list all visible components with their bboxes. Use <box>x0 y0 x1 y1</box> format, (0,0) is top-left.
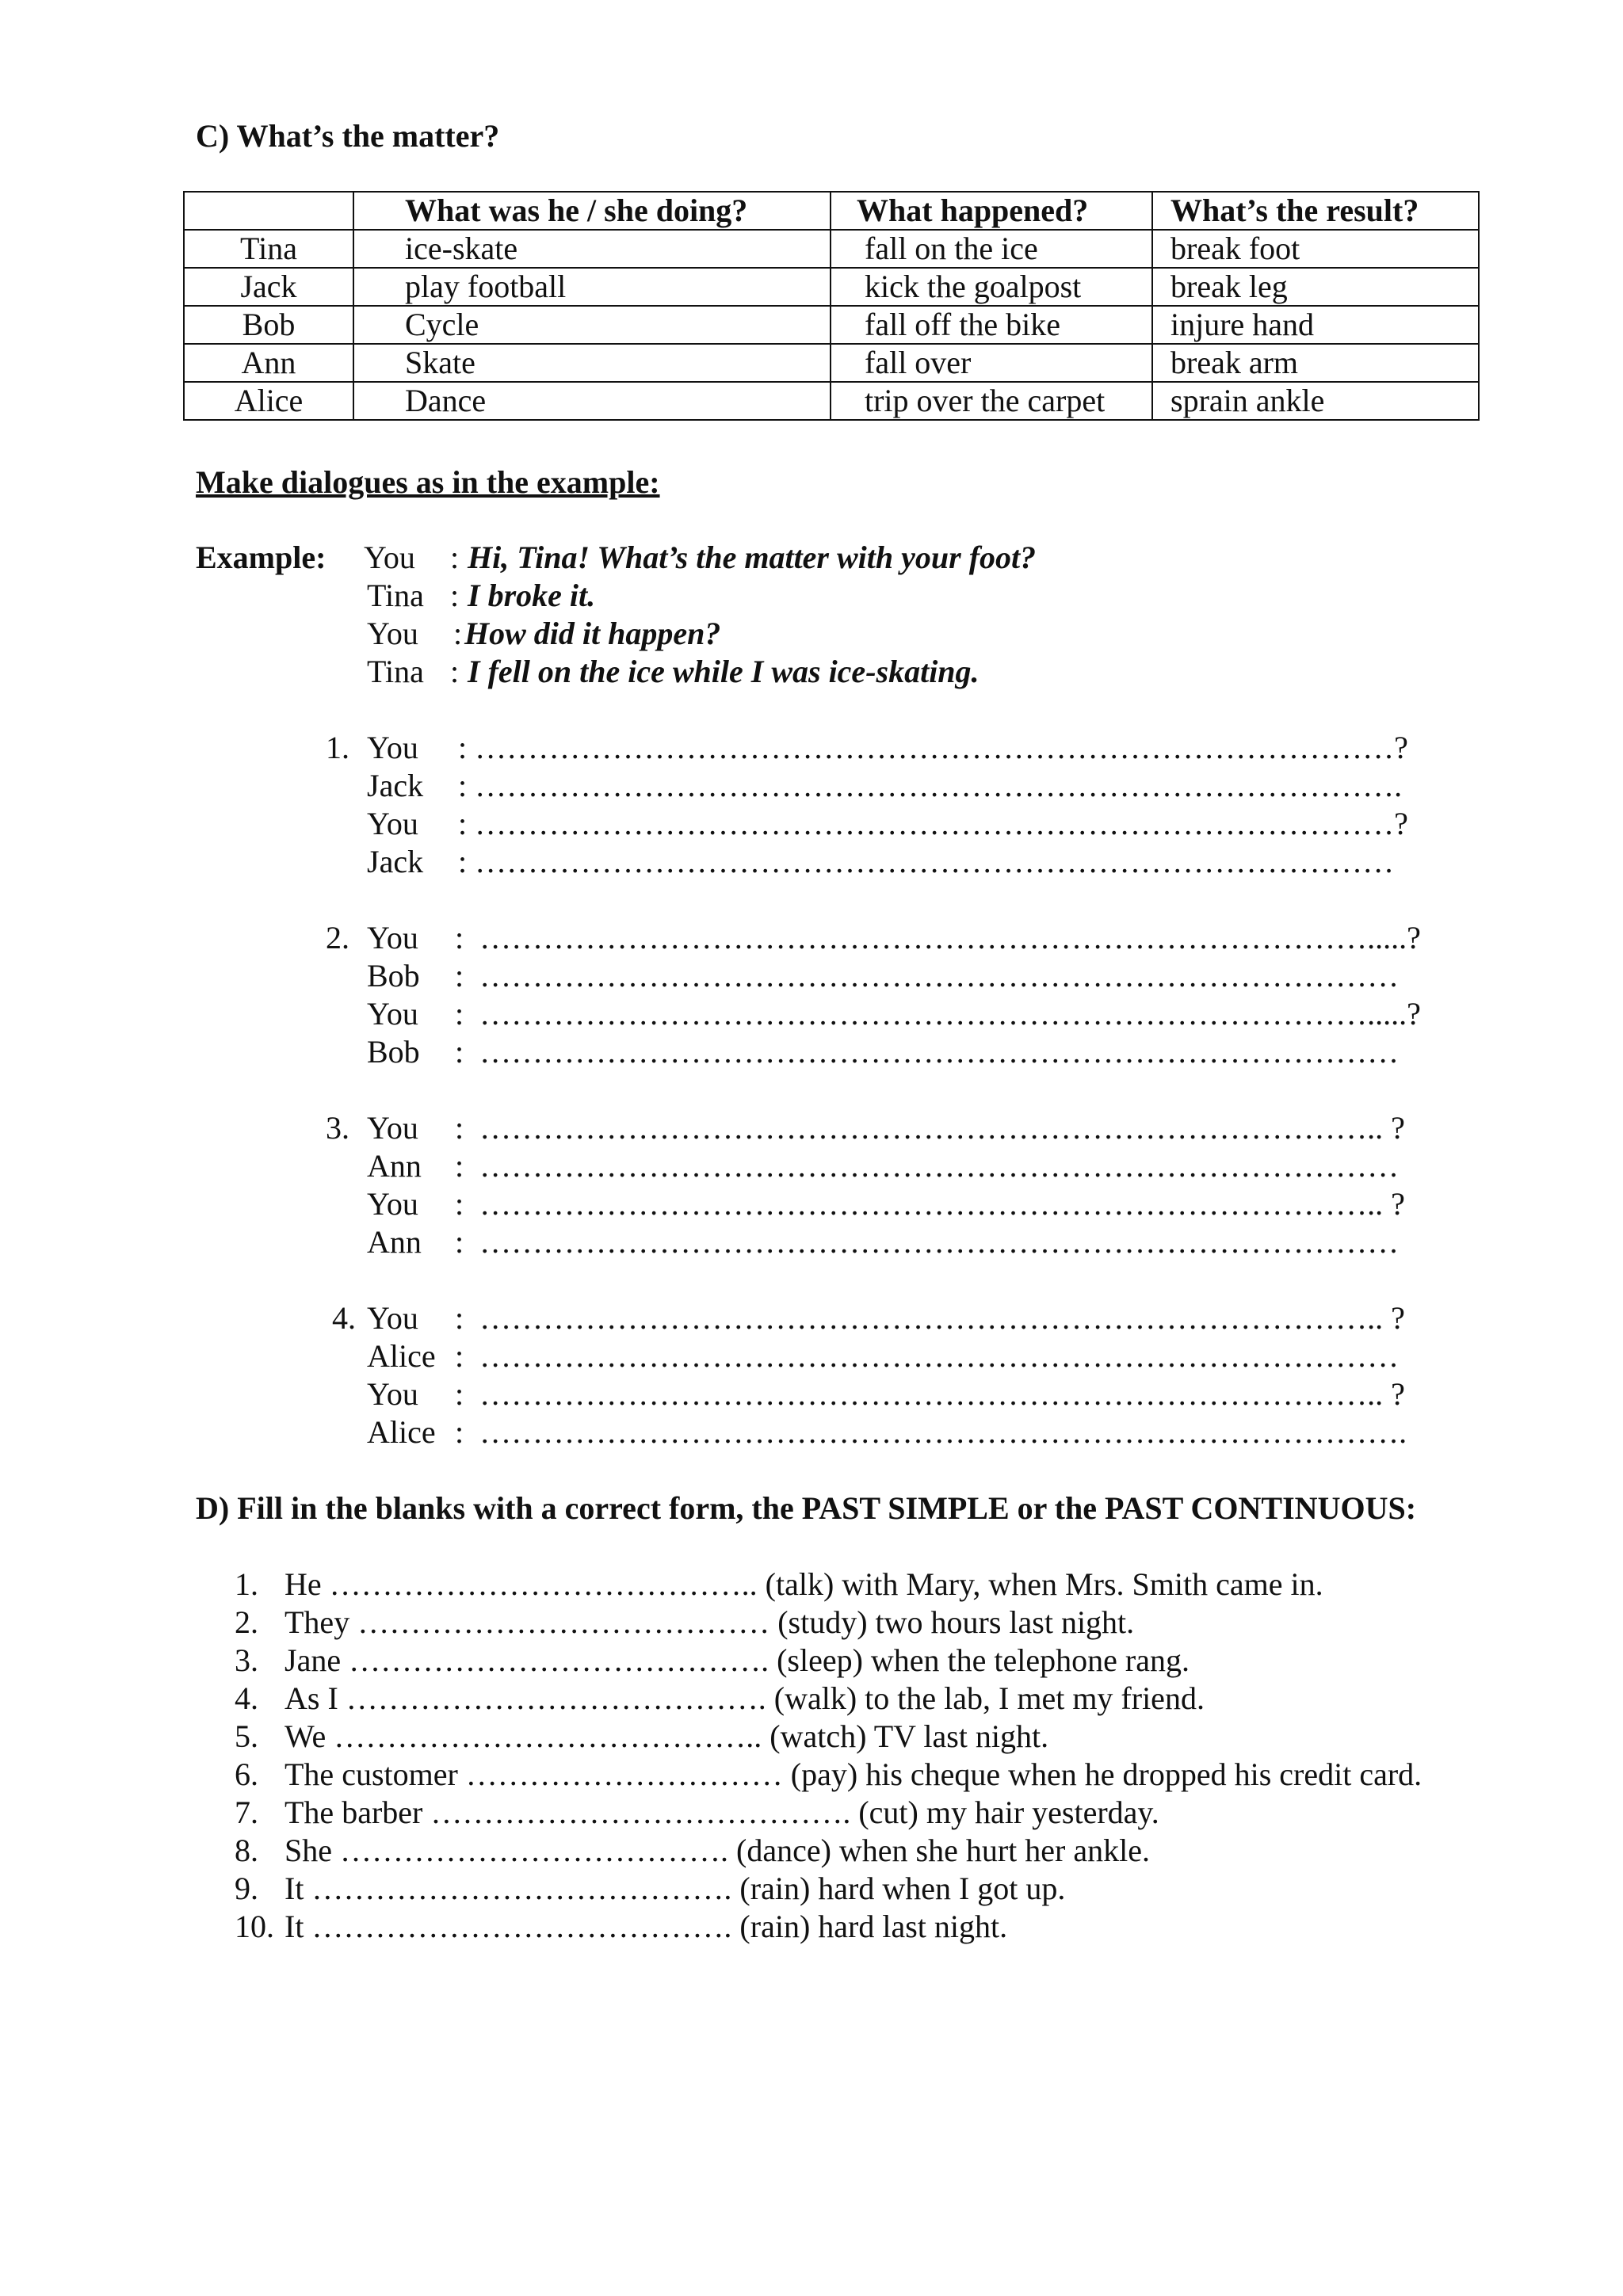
dialogue-blank-line: : …………………………………………………………………………… <box>455 1148 1400 1184</box>
dialogue-blank-line: : ………………………………………………………………………….. ? <box>455 1110 1405 1146</box>
table-cell-doing: Dance <box>353 382 831 420</box>
table-cell-happened: kick the goalpost <box>831 268 1152 306</box>
dialogue-speaker: Bob <box>367 1034 420 1070</box>
table-cell-result: sprain ankle <box>1152 382 1479 420</box>
list-item: Jane …………………………………. (sleep) when the telephone rang. <box>285 1642 1190 1678</box>
dialogue-speaker: You <box>367 1186 418 1222</box>
dialogue-speaker: Bob <box>367 958 420 994</box>
list-item-number: 10. <box>235 1909 274 1944</box>
example-separator: : <box>453 616 463 651</box>
table-cell-result: injure hand <box>1152 306 1479 344</box>
dialogue-speaker: You <box>367 806 418 841</box>
table-cell-doing: play football <box>353 268 831 306</box>
table-cell-happened: fall over <box>831 344 1152 382</box>
dialogue-speaker: Ann <box>367 1224 422 1260</box>
table-row <box>184 382 1479 420</box>
table-cell-name: Alice <box>184 382 353 420</box>
dialogue-speaker: Alice <box>367 1338 436 1374</box>
table-cell-happened: fall on the ice <box>831 230 1152 268</box>
list-item-number: 4. <box>235 1680 258 1716</box>
table-cell-result: break foot <box>1152 230 1479 268</box>
table-row <box>184 344 1479 382</box>
dialogue-number: 3. <box>326 1110 349 1146</box>
dialogue-blank-line: : ………………………………………………………………………….. ? <box>455 1376 1405 1412</box>
list-item-number: 8. <box>235 1833 258 1868</box>
example-separator: : <box>450 540 460 575</box>
list-item: It …………………………………. (rain) hard last night. <box>285 1909 1008 1944</box>
table-cell-result: break leg <box>1152 268 1479 306</box>
dialogue-speaker: Jack <box>367 844 424 879</box>
table-row <box>184 306 1479 344</box>
example-speaker: Tina <box>367 578 424 613</box>
list-item-number: 7. <box>235 1794 258 1830</box>
list-item-number: 2. <box>235 1604 258 1640</box>
dialogue-speaker: You <box>367 996 418 1032</box>
dialogue-blank-line: : ……………………………………………………………………………. <box>458 768 1403 803</box>
matter-table <box>183 191 1480 421</box>
list-item-number: 3. <box>235 1642 258 1678</box>
table-header-cell <box>184 192 353 230</box>
table-cell-doing: Cycle <box>353 306 831 344</box>
table-cell-name: Ann <box>184 344 353 382</box>
dialogue-blank-line: : …………………………………………………………………………… <box>455 958 1400 994</box>
list-item: We ………………………………….. (watch) TV last night. <box>285 1718 1049 1754</box>
example-speaker: You <box>364 540 415 575</box>
table-cell-result: break arm <box>1152 344 1479 382</box>
list-item-number: 6. <box>235 1756 258 1792</box>
table-cell-happened: trip over the carpet <box>831 382 1152 420</box>
example-separator: : <box>450 578 460 613</box>
example-line-text: I fell on the ice while I was ice-skating. <box>468 654 980 689</box>
example-line-text: How did it happen? <box>464 616 721 651</box>
section-c-heading: C) What’s the matter? <box>196 118 500 154</box>
dialogue-speaker: You <box>367 1300 418 1336</box>
dialogue-number: 4. <box>332 1300 356 1336</box>
dialogue-speaker: Jack <box>367 768 424 803</box>
dialogue-blank-line: : ………………………………………………………………………….. ? <box>455 1300 1405 1336</box>
dialogue-speaker: You <box>367 920 418 955</box>
list-item-number: 5. <box>235 1718 258 1754</box>
example-label: Example: <box>196 540 327 575</box>
table-cell-name: Jack <box>184 268 353 306</box>
example-line-text: Hi, Tina! What’s the matter with your foot? <box>468 540 1037 575</box>
list-item: He ………………………………….. (talk) with Mary, when Mrs. Smith came in. <box>285 1566 1323 1602</box>
dialogue-instruction: Make dialogues as in the example: <box>196 464 660 500</box>
list-item-number: 1. <box>235 1566 258 1602</box>
dialogue-blank-line: : ………………………………………………………………………….....? <box>455 920 1421 955</box>
dialogue-speaker: You <box>367 1376 418 1412</box>
table-row <box>184 268 1479 306</box>
example-speaker: Tina <box>367 654 424 689</box>
dialogue-blank-line: : ……………………………………………………………………………. <box>455 1414 1407 1450</box>
list-item: She ………………………………. (dance) when she hurt her ankle. <box>285 1833 1150 1868</box>
dialogue-blank-line: : ……………………………………………………………………………? <box>458 730 1408 765</box>
list-item: It …………………………………. (rain) hard when I got up. <box>285 1871 1066 1906</box>
dialogue-speaker: You <box>367 730 418 765</box>
section-d-heading: D) Fill in the blanks with a correct form, the PAST SIMPLE or the PAST CONTINUOUS: <box>196 1490 1417 1526</box>
list-item: The barber …………………………………. (cut) my hair yesterday. <box>285 1794 1159 1830</box>
dialogue-blank-line: : …………………………………………………………………………… <box>455 1224 1400 1260</box>
dialogue-blank-line: : ………………………………………………………………………….....? <box>455 996 1421 1032</box>
table-cell-happened: fall off the bike <box>831 306 1152 344</box>
dialogue-speaker: Ann <box>367 1148 422 1184</box>
example-line-text: I broke it. <box>468 578 596 613</box>
dialogue-number: 2. <box>326 920 349 955</box>
table-cell-name: Tina <box>184 230 353 268</box>
dialogue-speaker: You <box>367 1110 418 1146</box>
table-header-row <box>184 192 1479 230</box>
list-item: They ………………………………… (study) two hours last night. <box>285 1604 1135 1640</box>
dialogue-blank-line: : …………………………………………………………………………… <box>458 844 1395 879</box>
dialogue-blank-line: : ……………………………………………………………………………? <box>458 806 1408 841</box>
table-cell-doing: Skate <box>353 344 831 382</box>
dialogue-blank-line: : …………………………………………………………………………… <box>455 1034 1400 1070</box>
dialogue-blank-line: : ………………………………………………………………………….. ? <box>455 1186 1405 1222</box>
table-cell-name: Bob <box>184 306 353 344</box>
example-separator: : <box>450 654 460 689</box>
list-item-number: 9. <box>235 1871 258 1906</box>
table-header-cell: What happened? <box>831 192 1152 230</box>
table-header-cell: What was he / she doing? <box>353 192 831 230</box>
dialogue-number: 1. <box>326 730 349 765</box>
table-row <box>184 230 1479 268</box>
list-item: As I …………………………………. (walk) to the lab, I met my friend. <box>285 1680 1205 1716</box>
table-cell-doing: ice-skate <box>353 230 831 268</box>
list-item: The customer ………………………… (pay) his cheque when he dropped his credit card. <box>285 1756 1423 1792</box>
table-header-cell: What’s the result? <box>1152 192 1479 230</box>
dialogue-blank-line: : …………………………………………………………………………… <box>455 1338 1400 1374</box>
dialogue-speaker: Alice <box>367 1414 436 1450</box>
example-speaker: You <box>367 616 418 651</box>
